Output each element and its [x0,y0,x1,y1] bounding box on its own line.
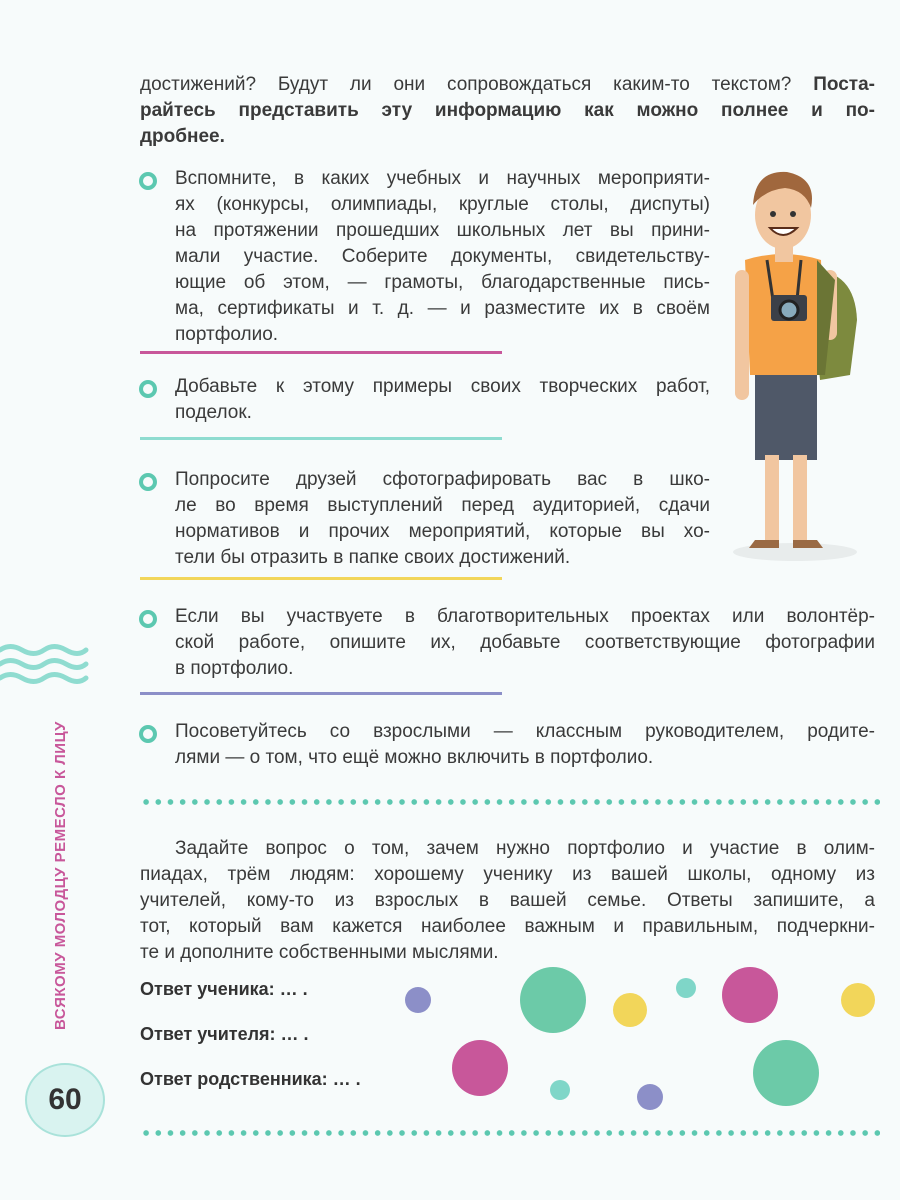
decorative-circle [676,978,696,998]
bullet-text-line: Вспомните, в каких учебных и научных мероприяти- [175,168,710,189]
bullet-text-line: мали участие. Соберите документы, свидетельству- [175,246,710,267]
waves-decoration [0,640,90,690]
colored-divider [140,577,502,580]
decorative-circle [722,967,778,1023]
bullet-text-line: ях (конкурсы, олимпиады, круглые столы, диспуты) [175,194,710,215]
bullet-text-line: лями — о том, что ещё можно включить в портфолио. [175,747,654,768]
dotted-divider [140,799,880,805]
bullet-text-line: нормативов и прочих мероприятий, которые вы хо- [175,521,710,542]
bullet-text-line: Посоветуйтесь со взрослыми — классным руководителем, родите- [175,721,875,742]
decorative-circle [753,1040,819,1106]
task-text-line: Задайте вопрос о том, зачем нужно портфолио и участие в олим- [175,838,875,859]
bullet-text-line: ской работе, опишите их, добавьте соответствующие фотографии [175,632,875,653]
intro-bold-text: райтесь представить эту информацию как можно полнее и по- [140,100,875,121]
intro-line [140,98,875,124]
intro-bold-text: дробнее. [140,126,225,147]
decorative-circle [405,987,431,1013]
task-text-line: пиадах, трём людям: хорошему ученику из вашей школы, одному из [140,864,875,885]
decorative-circle [637,1084,663,1110]
bullet-text-line: ющие об этом, — грамоты, благодарственные пись- [175,272,710,293]
bullet-text-line: Попросите друзей сфотографировать вас в шко- [175,469,710,490]
intro-line [140,124,875,150]
decorative-circle [520,967,586,1033]
answer-line: Ответ ученика: … . [140,979,308,999]
bullet-text-line: портфолио. [175,324,279,345]
bullet-ring-icon [139,380,157,398]
bullet-ring-icon [139,172,157,190]
intro-text: достижений? Будут ли они сопровождаться каким-то текстом? [140,74,814,95]
task-text-line: учителей, кому-то из взрослых в вашей семье. Ответы запишите, а [140,890,875,911]
intro-line [140,72,875,98]
colored-divider [140,351,502,354]
bullet-text-line: тели бы отразить в папке своих достижений. [175,547,571,568]
page-number: 60 [25,1063,105,1137]
answer-line: Ответ учителя: … . [140,1024,309,1044]
intro-bold-text: Поста- [813,74,875,95]
side-title: ВСЯКОМУ МОЛОДЦУ РЕМЕСЛО К ЛИЦУ [52,721,69,1030]
bullet-text-line: ма, сертификаты и т. д. — и разместите их в своём [175,298,710,319]
bullet-text-line: Если вы участвуете в благотворительных проектах или волонтёр- [175,606,875,627]
bullet-text-line: ле во время выступлений перед аудиторией, сдачи [175,495,710,516]
decorative-circle [613,993,647,1027]
decorative-circle [550,1080,570,1100]
colored-divider [140,437,502,440]
answer-line: Ответ родственника: … . [140,1069,361,1089]
dotted-divider [140,1130,880,1136]
bullet-ring-icon [139,473,157,491]
decorative-circle [841,983,875,1017]
task-text-line: тот, который вам кажется наиболее важным и правильным, подчеркни- [140,916,875,937]
bullet-text-line: Добавьте к этому примеры своих творческих работ, [175,376,710,397]
bullet-ring-icon [139,610,157,628]
bullet-ring-icon [139,725,157,743]
bullet-text-line: поделок. [175,402,252,423]
bullet-text-line: в портфолио. [175,658,294,679]
colored-divider [140,692,502,695]
boy-with-camera-illustration [725,160,865,570]
task-text-line: те и дополните собственными мыслями. [140,942,499,963]
decorative-circle [452,1040,508,1096]
bullet-text-line: на протяжении прошедших школьных лет вы прини- [175,220,710,241]
